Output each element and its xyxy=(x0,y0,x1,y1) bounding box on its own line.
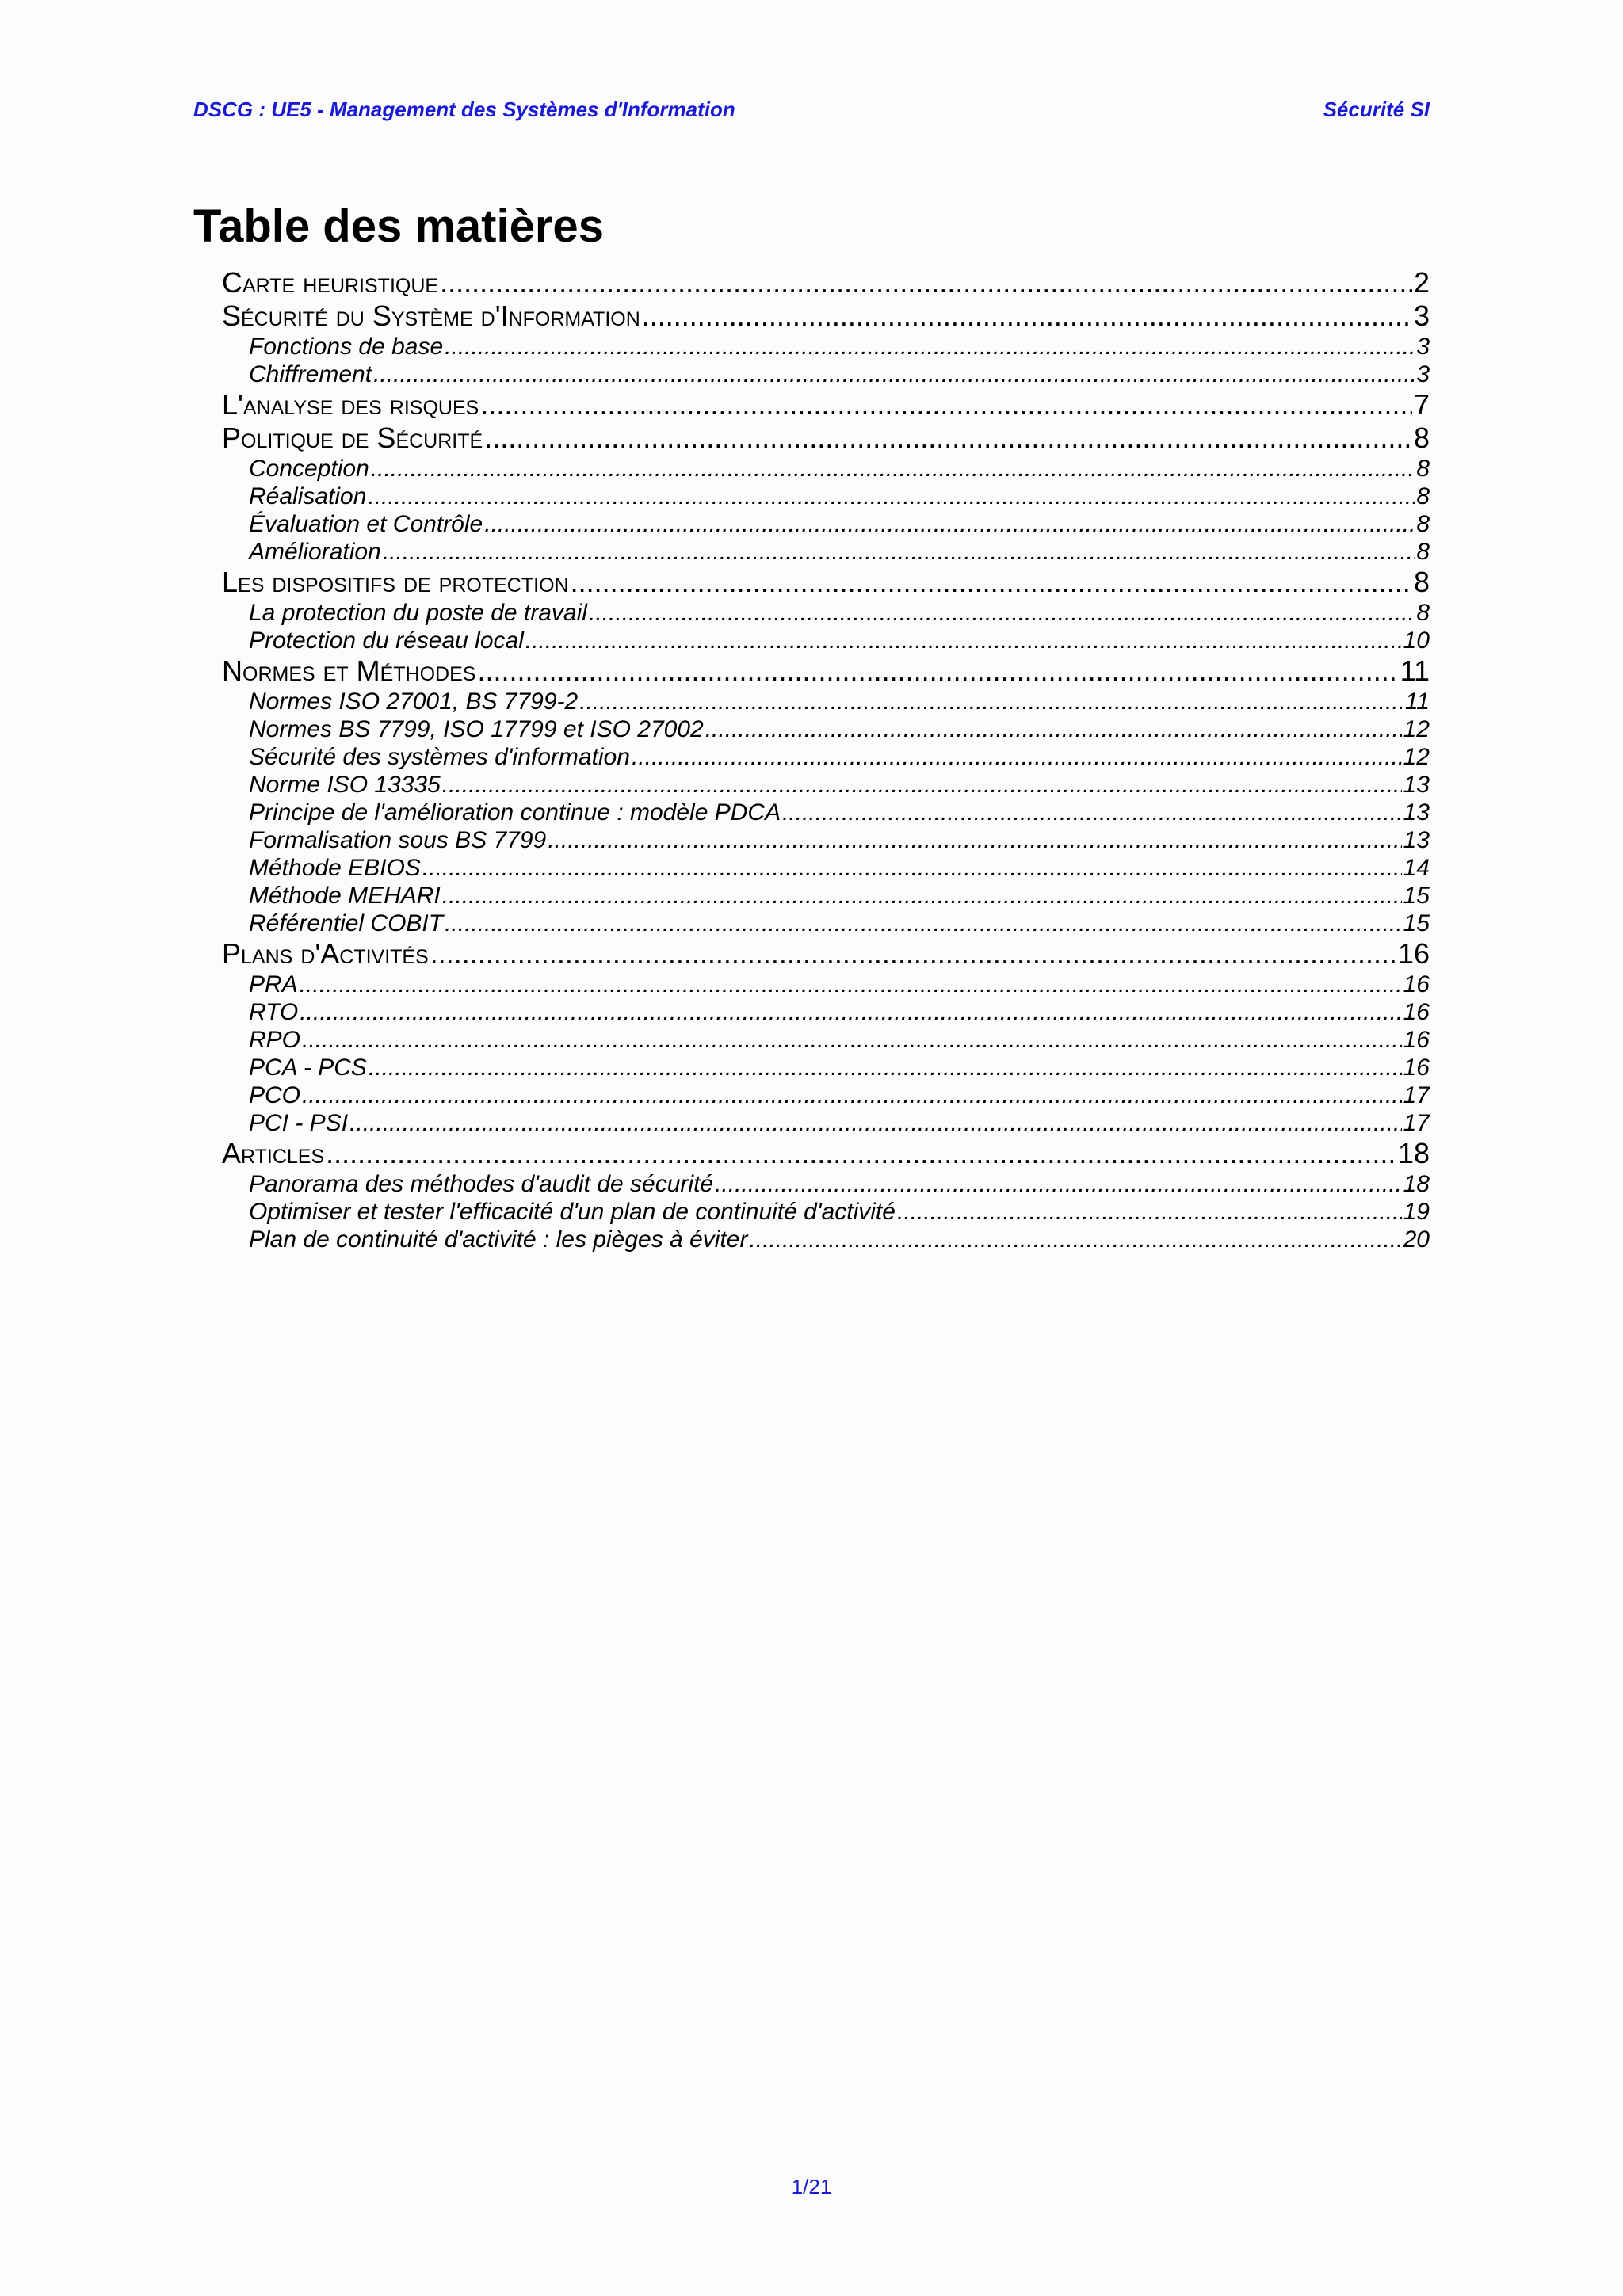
toc-dot-leader xyxy=(705,715,1402,743)
toc-entry-page-number: 10 xyxy=(1403,627,1430,654)
toc-section-entry[interactable] xyxy=(193,1109,1430,1137)
toc-entry-label: Méthode EBIOS xyxy=(249,855,421,881)
toc-entry-label: Protection du réseau local xyxy=(249,627,524,654)
toc-section-entry[interactable] xyxy=(193,1226,1430,1253)
toc-entry-page-number: 13 xyxy=(1403,772,1430,798)
toc-entry-label: Normes ISO 27001, BS 7799-2 xyxy=(249,688,579,715)
toc-dot-leader xyxy=(445,333,1415,360)
toc-dot-leader xyxy=(368,482,1415,510)
toc-chapter-entry[interactable] xyxy=(193,299,1430,333)
header-course-title: DSCG : UE5 - Management des Systèmes d'Information xyxy=(193,97,735,121)
toc-entry-page-number: 13 xyxy=(1403,799,1430,826)
toc-entry-label: Articles xyxy=(222,1137,325,1169)
toc-entry-label: Évaluation et Contrôle xyxy=(249,511,483,537)
toc-entry-label: Amélioration xyxy=(249,539,381,565)
toc-dot-leader xyxy=(477,654,1398,688)
toc-entry-page-number: 8 xyxy=(1416,483,1430,509)
toc-section-entry[interactable] xyxy=(193,971,1430,998)
toc-entry-page-number: 13 xyxy=(1403,827,1430,853)
toc-entry-label: Méthode MEHARI xyxy=(249,883,441,909)
toc-dot-leader xyxy=(440,266,1412,299)
toc-entry-label: Carte heuristique xyxy=(222,266,439,299)
toc-entry-page-number: 8 xyxy=(1416,511,1430,537)
toc-section-entry[interactable] xyxy=(193,455,1430,482)
toc-entry-page-number: 16 xyxy=(1403,999,1430,1025)
toc-section-entry[interactable] xyxy=(193,360,1430,388)
toc-entry-label: Principe de l'amélioration continue : modèle PDCA xyxy=(249,799,781,826)
toc-dot-leader xyxy=(442,882,1402,910)
toc-entry-label: Sécurité du Système d'Information xyxy=(222,299,640,332)
toc-entry-label: RPO xyxy=(249,1027,301,1053)
toc-entry-label: PCI - PSI xyxy=(249,1110,349,1136)
toc-section-entry[interactable] xyxy=(193,771,1430,799)
toc-entry-page-number: 14 xyxy=(1403,855,1430,881)
toc-entry-page-number: 16 xyxy=(1403,971,1430,997)
toc-dot-leader xyxy=(749,1226,1401,1253)
toc-section-entry[interactable] xyxy=(193,538,1430,566)
toc-section-entry[interactable] xyxy=(193,1198,1430,1226)
toc-dot-leader xyxy=(632,743,1402,771)
toc-entry-label: Sécurité des systèmes d'information xyxy=(249,744,630,770)
toc-entry-label: PCO xyxy=(249,1082,301,1108)
toc-entry-label: Politique de Sécurité xyxy=(222,421,483,454)
toc-chapter-entry[interactable] xyxy=(193,388,1430,421)
page-footer xyxy=(0,2175,1623,2199)
toc-dot-leader xyxy=(782,799,1402,826)
toc-chapter-entry[interactable] xyxy=(193,566,1430,599)
toc-dot-leader xyxy=(369,1054,1402,1081)
table-of-contents xyxy=(193,266,1430,1253)
page-header xyxy=(193,96,1430,123)
toc-entry-page-number: 16 xyxy=(1397,937,1430,970)
toc-entry-label: Normes BS 7799, ISO 17799 et ISO 27002 xyxy=(249,716,704,742)
toc-dot-leader xyxy=(484,510,1415,538)
toc-dot-leader xyxy=(422,854,1402,882)
toc-entry-page-number: 12 xyxy=(1403,716,1430,742)
toc-dot-leader xyxy=(715,1170,1402,1198)
toc-section-entry[interactable] xyxy=(193,1054,1430,1081)
toc-entry-page-number: 11 xyxy=(1400,654,1430,687)
toc-section-entry[interactable] xyxy=(193,688,1430,715)
toc-dot-leader xyxy=(579,688,1403,715)
toc-dot-leader xyxy=(442,771,1402,799)
toc-entry-page-number: 8 xyxy=(1416,539,1430,565)
toc-entry-label: Fonctions de base xyxy=(249,334,444,360)
header-section-title: Sécurité SI xyxy=(1323,97,1430,121)
page-number: 1/21 xyxy=(791,2175,832,2199)
toc-entry-page-number: 16 xyxy=(1403,1027,1430,1053)
toc-dot-leader xyxy=(430,937,1396,971)
toc-chapter-entry[interactable] xyxy=(193,266,1430,299)
toc-entry-label: Plans d'Activités xyxy=(222,937,429,970)
toc-entry-page-number: 18 xyxy=(1397,1137,1430,1169)
toc-title: Table des matières xyxy=(193,200,604,252)
toc-entry-page-number: 3 xyxy=(1416,361,1430,387)
toc-dot-leader xyxy=(371,455,1415,482)
toc-entry-label: Référentiel COBIT xyxy=(249,910,444,936)
toc-section-entry[interactable] xyxy=(193,826,1430,854)
toc-entry-label: Normes et Méthodes xyxy=(222,654,476,687)
toc-entry-label: Norme ISO 13335 xyxy=(249,772,441,798)
toc-entry-page-number: 2 xyxy=(1413,266,1430,299)
toc-entry-label: Conception xyxy=(249,456,369,482)
toc-entry-page-number: 19 xyxy=(1403,1199,1430,1225)
toc-entry-page-number: 17 xyxy=(1403,1082,1430,1108)
toc-entry-page-number: 20 xyxy=(1403,1226,1430,1253)
toc-dot-leader xyxy=(548,826,1401,854)
toc-entry-page-number: 11 xyxy=(1404,688,1430,715)
toc-chapter-entry[interactable] xyxy=(193,421,1430,455)
toc-dot-leader xyxy=(589,599,1415,627)
toc-chapter-entry[interactable] xyxy=(193,937,1430,971)
toc-entry-label: Formalisation sous BS 7799 xyxy=(249,827,547,853)
toc-entry-page-number: 17 xyxy=(1403,1110,1430,1136)
toc-entry-label: Chiffrement xyxy=(249,361,372,387)
toc-section-entry[interactable] xyxy=(193,854,1430,882)
toc-entry-page-number: 8 xyxy=(1416,600,1430,626)
toc-dot-leader xyxy=(300,998,1401,1026)
toc-entry-page-number: 15 xyxy=(1403,883,1430,909)
toc-entry-page-number: 18 xyxy=(1403,1171,1430,1197)
toc-section-entry[interactable] xyxy=(193,482,1430,510)
toc-entry-page-number: 15 xyxy=(1403,910,1430,936)
toc-entry-page-number: 12 xyxy=(1403,744,1430,770)
toc-dot-leader xyxy=(383,538,1415,566)
toc-section-entry[interactable] xyxy=(193,743,1430,771)
toc-entry-page-number: 3 xyxy=(1416,334,1430,360)
toc-dot-leader xyxy=(897,1198,1402,1226)
toc-section-entry[interactable] xyxy=(193,882,1430,910)
toc-entry-label: L'analyse des risques xyxy=(222,388,479,421)
toc-entry-label: PRA xyxy=(249,971,298,997)
toc-section-entry[interactable] xyxy=(193,510,1430,538)
toc-chapter-entry[interactable] xyxy=(193,1137,1430,1170)
toc-dot-leader xyxy=(642,299,1412,333)
toc-section-entry[interactable] xyxy=(193,627,1430,654)
toc-dot-leader xyxy=(300,971,1402,998)
toc-dot-leader xyxy=(525,627,1402,654)
toc-dot-leader xyxy=(302,1081,1402,1109)
toc-entry-label: Panorama des méthodes d'audit de sécurité xyxy=(249,1171,714,1197)
toc-dot-leader xyxy=(484,421,1412,455)
toc-entry-page-number: 8 xyxy=(1413,566,1430,598)
toc-section-entry[interactable] xyxy=(193,1081,1430,1109)
toc-dot-leader xyxy=(445,910,1402,937)
toc-dot-leader xyxy=(571,566,1412,599)
toc-entry-page-number: 8 xyxy=(1413,421,1430,454)
toc-entry-page-number: 8 xyxy=(1416,456,1430,482)
toc-chapter-entry[interactable] xyxy=(193,654,1430,688)
toc-dot-leader xyxy=(373,360,1415,388)
toc-entry-label: Optimiser et tester l'efficacité d'un plan de continuité d'activité xyxy=(249,1199,896,1225)
toc-dot-leader xyxy=(302,1026,1402,1054)
toc-dot-leader xyxy=(480,388,1412,421)
toc-entry-label: La protection du poste de travail xyxy=(249,600,587,626)
toc-section-entry[interactable] xyxy=(193,715,1430,743)
toc-entry-label: RTO xyxy=(249,999,299,1025)
toc-entry-label: Les dispositifs de protection xyxy=(222,566,569,598)
toc-section-entry[interactable] xyxy=(193,910,1430,937)
toc-dot-leader xyxy=(349,1109,1402,1137)
toc-section-entry[interactable] xyxy=(193,998,1430,1026)
toc-section-entry[interactable] xyxy=(193,1170,1430,1198)
toc-entry-label: PCA - PCS xyxy=(249,1055,367,1081)
toc-dot-leader xyxy=(326,1137,1396,1170)
toc-entry-label: Plan de continuité d'activité : les pièges à éviter xyxy=(249,1226,748,1253)
toc-entry-page-number: 16 xyxy=(1403,1055,1430,1081)
toc-entry-page-number: 3 xyxy=(1413,299,1430,332)
toc-entry-label: Réalisation xyxy=(249,483,367,509)
toc-section-entry[interactable] xyxy=(193,799,1430,826)
toc-entry-page-number: 7 xyxy=(1413,388,1430,421)
toc-section-entry[interactable] xyxy=(193,1026,1430,1054)
toc-section-entry[interactable] xyxy=(193,599,1430,627)
toc-section-entry[interactable] xyxy=(193,333,1430,360)
